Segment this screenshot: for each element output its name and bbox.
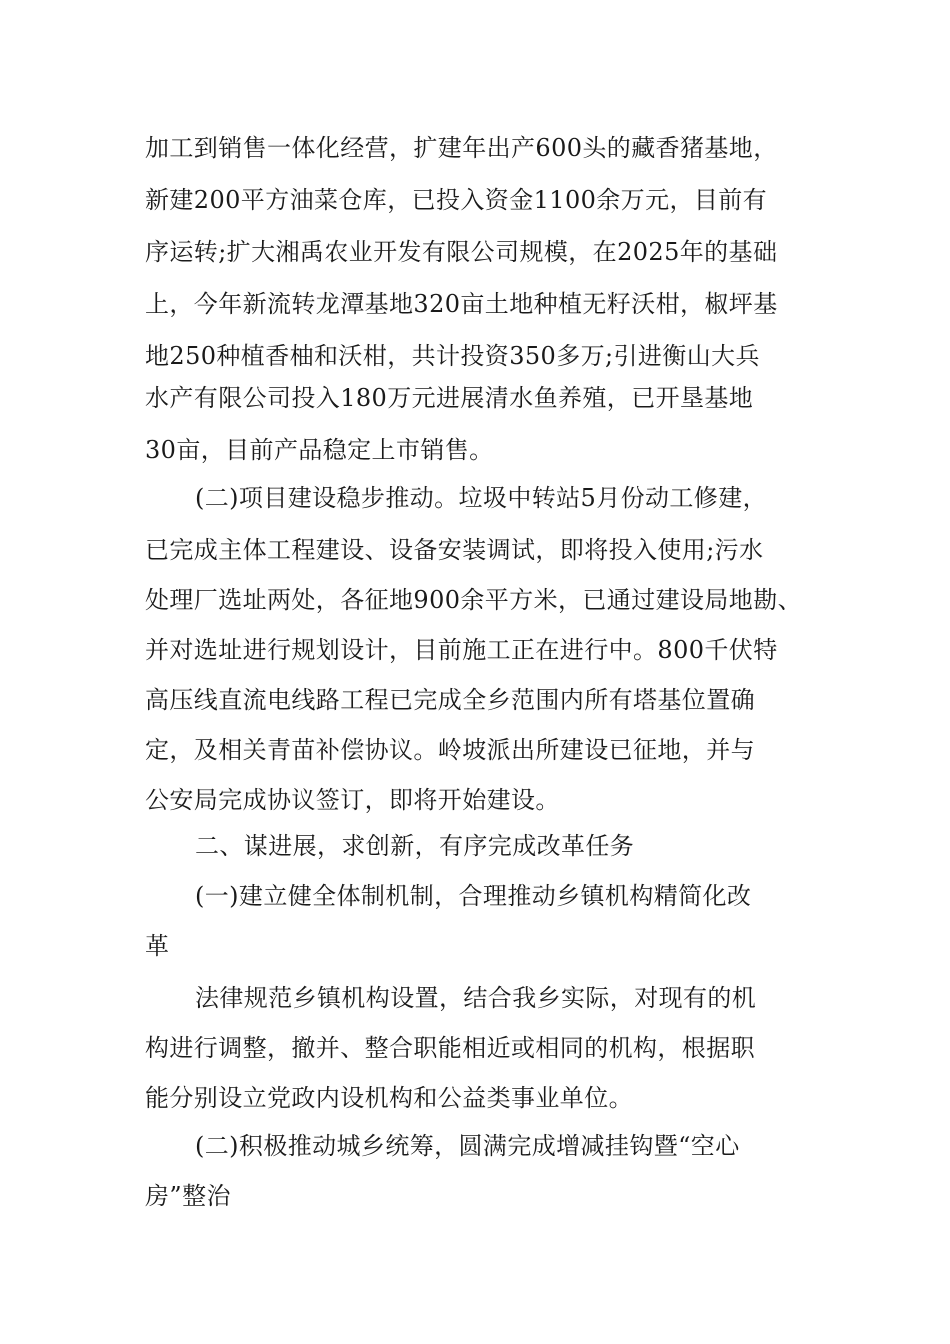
text-line: 并对选址进行规划设计，目前施工正在进行中。800千伏特 <box>145 636 778 664</box>
text-line: 处理厂选址两处，各征地900余平方米，已通过建设局地勘、 <box>145 586 803 614</box>
text-line: 定，及相关青苗补偿协议。岭坡派出所建设已征地，并与 <box>145 736 755 764</box>
text-line: 加工到销售一体化经营，扩建年出产600头的藏香猪基地， <box>145 134 778 162</box>
text-line: 构进行调整，撤并、整合职能相近或相同的机构，根据职 <box>145 1034 755 1062</box>
text-line: 已完成主体工程建设、设备安装调试，即将投入使用;污水 <box>145 536 764 564</box>
text-line: 革 <box>145 932 170 960</box>
text-line: 地250种植香柚和沃柑，共计投资350多万;引进衡山大兵 <box>145 342 760 370</box>
text-line: 法律规范乡镇机构设置，结合我乡实际，对现有的机 <box>195 984 757 1012</box>
text-line: 序运转;扩大湘禹农业开发有限公司规模，在2025年的基础 <box>145 238 778 266</box>
subsection-heading-urban-rural: (二)积极推动城乡统筹，圆满完成增减挂钩暨“空心 <box>195 1132 740 1160</box>
text-line: 房”整治 <box>145 1182 231 1210</box>
text-line: 水产有限公司投入180万元进展清水鱼养殖，已开垦基地 <box>145 384 754 412</box>
text-line: 上，今年新流转龙潭基地320亩土地种植无籽沃柑，椒坪基 <box>145 290 778 318</box>
text-line: 高压线直流电线路工程已完成全乡范围内所有塔基位置确 <box>145 686 755 714</box>
text-line: 新建200平方油菜仓库，已投入资金1100余万元，目前有 <box>145 186 768 214</box>
text-line: 公安局完成协议签订，即将开始建设。 <box>145 786 560 814</box>
subsection-heading-institution: (一)建立健全体制机制，合理推动乡镇机构精简化改 <box>195 882 752 910</box>
text-line: 30亩，目前产品稳定上市销售。 <box>145 436 494 464</box>
section-heading-reform: 二、谋进展，求创新，有序完成改革任务 <box>195 832 635 860</box>
section-heading-project: (二)项目建设稳步推动。垃圾中转站5月份动工修建， <box>195 484 767 512</box>
text-line: 能分别设立党政内设机构和公益类事业单位。 <box>145 1084 633 1112</box>
